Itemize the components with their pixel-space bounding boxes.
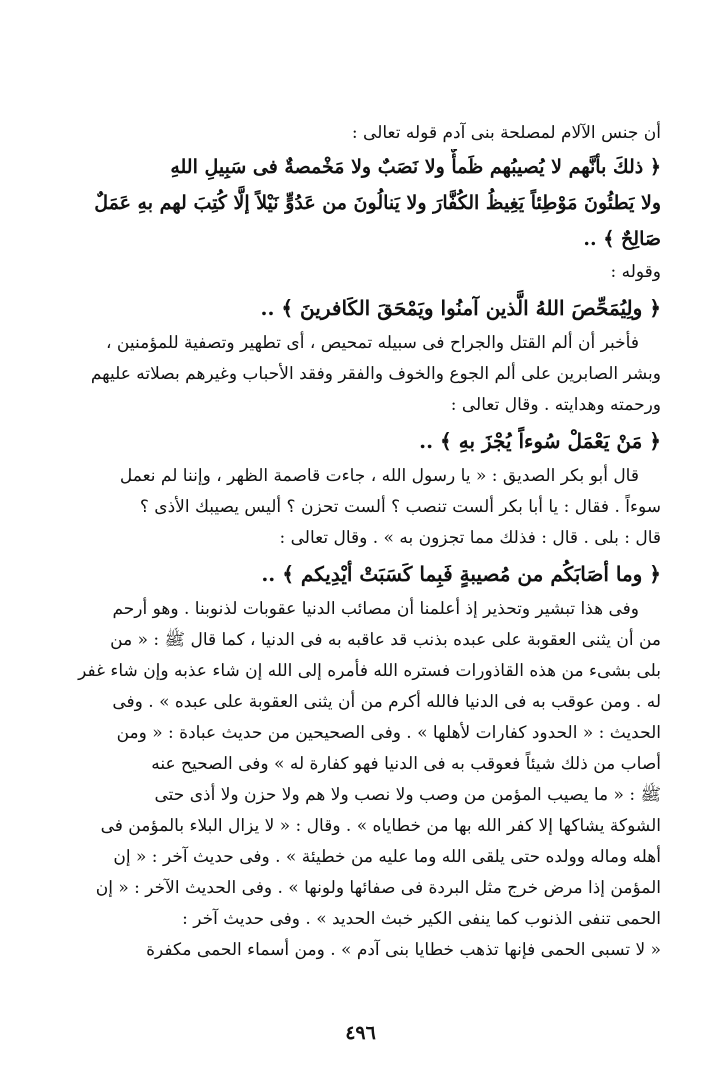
quran-verse-line: ﴿ وما أصَابَكُم من مُصيبةٍ فَبِما كَسَبَتْ أيْدِيكم ﴾ .. bbox=[261, 562, 661, 586]
text-line: أصاب من ذلك شيئاً فعوقب به فى الدنيا فهو كفارة له » وفى الصحيح عنه bbox=[151, 754, 661, 774]
text-line: قال : بلى . قال : فذلك مما تجزون به » . وقال تعالى : bbox=[279, 528, 661, 548]
text-line: وقوله : bbox=[610, 262, 661, 282]
text-line: فأخبر أن ألم القتل والجراح فى سبيله تمحيص ، أى تطهير وتصفية للمؤمنين ، bbox=[106, 333, 639, 353]
text-line: سوءاً . فقال : يا أبا بكر ألست تنصب ؟ ألست تحزن ؟ أليس يصيبك الأذى ؟ bbox=[139, 497, 661, 517]
text-line: وفى هذا تبشير وتحذير إذ أعلمنا أن مصائب الدنيا عقوبات لذنوبنا . وهو أرحم bbox=[112, 599, 639, 619]
page-body bbox=[60, 118, 661, 966]
text-line: الحديث : « الحدود كفارات لأهلها » . وفى الصحيحين من حديث عبادة : « ومن bbox=[116, 723, 661, 743]
quran-verse-line: ﴿ ولِيُمَحِّصَ اللهُ الَّذين آمنُوا ويَمْحَقَ الكَافرينَ ﴾ .. bbox=[260, 296, 661, 320]
text-line: أن جنس الآلام لمصلحة بنى آدم قوله تعالى : bbox=[351, 123, 661, 143]
text-line: الحمى تنفى الذنوب كما ينفى الكير خبث الحديد » . وفى حديث آخر : bbox=[182, 909, 661, 929]
text-line: ﷺ : « ما يصيب المؤمن من وصب ولا نصب ولا هم ولا حزن ولا أذى حتى bbox=[154, 785, 661, 805]
text-line: ورحمته وهدايته . وقال تعالى : bbox=[450, 395, 661, 415]
quran-verse-line: ﴿ مَنْ يَعْمَلْ سُوءاً يُجْزَ بهِ ﴾ .. bbox=[419, 429, 661, 453]
text-line: الشوكة يشاكها إلا كفر الله بها من خطاياه » . وقال : « لا يزال البلاء بالمؤمن فى bbox=[100, 816, 661, 836]
quran-verse-line: ولا يَطئُونَ مَوْطِئاً يَغِيظُ الكُفَّارَ ولا يَنالُونَ من عَدُوٍّ نَيْلاً إلَّا كُتِبَ لهم بهِ عَمَلٌ bbox=[94, 192, 661, 214]
text-line: من أن يثنى العقوبة على عبده بذنب قد عاقبه به فى الدنيا ، كما قال ﷺ : « من bbox=[110, 630, 661, 650]
quran-verse-line: صَالِحٌ ﴾ .. bbox=[583, 228, 661, 250]
text-line: بلى بشىء من هذه القاذورات فستره الله فأمره إلى الله إن شاء عذبه وإن شاء غفر bbox=[78, 661, 661, 681]
text-line: أهله وماله وولده حتى يلقى الله وما عليه من خطيئة » . وفى حديث آخر : « إن bbox=[113, 847, 661, 867]
text-line: له . ومن عوقب به فى الدنيا فالله أكرم من أن يثنى العقوبة على عبده » . وفى bbox=[112, 692, 661, 712]
text-line: المؤمن إذا مرض خرج مثل البردة فى صفائها ولونها » . وفى الحديث الآخر : « إن bbox=[95, 878, 661, 898]
page-number: ٤٩٦ bbox=[345, 1022, 376, 1044]
text-line: وبشر الصابرين على ألم الجوع والخوف والفقر وفقد الأحباب وغيرهم بصلاته عليهم bbox=[90, 364, 661, 384]
quran-verse-line: ﴿ ذلكَ بأنَّهم لا يُصيبُهم ظَمأٌ ولا نَصَبٌ ولا مَخْمصةٌ فى سَبِيلِ اللهِ bbox=[170, 156, 661, 178]
text-line: « لا تسبى الحمى فإنها تذهب خطايا بنى آدم » . ومن أسماء الحمى مكفرة bbox=[146, 940, 661, 960]
text-line: قال أبو بكر الصديق : « يا رسول الله ، جاءت قاصمة الظهر ، وإننا لم نعمل bbox=[119, 466, 639, 486]
